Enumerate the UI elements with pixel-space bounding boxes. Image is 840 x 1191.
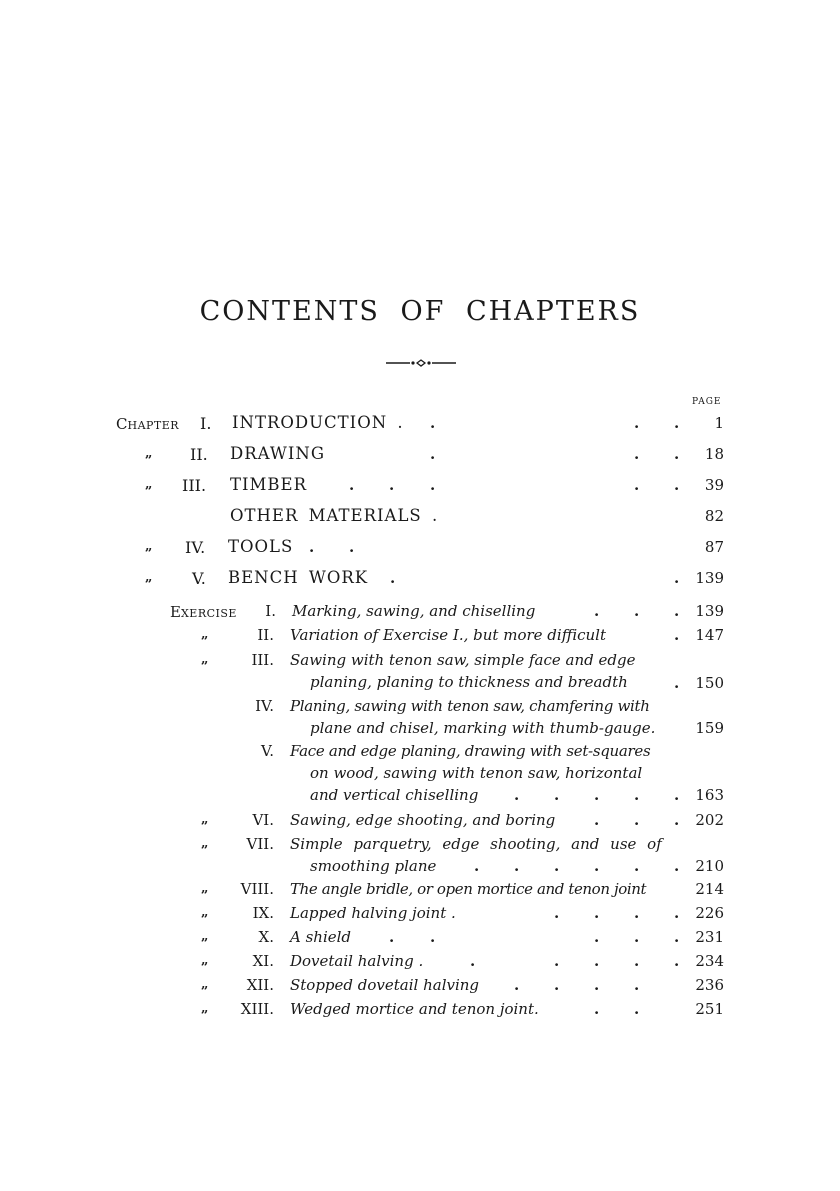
chapter-title: TIMBER bbox=[230, 475, 308, 494]
ditto-mark: „ bbox=[201, 929, 209, 944]
exercise-title: The angle bridle, or open mortice and tenon joint bbox=[290, 880, 647, 898]
chapter-title: TOOLS bbox=[228, 537, 294, 556]
leader-dot: . bbox=[674, 445, 680, 463]
exercise-title-line: Planing, sawing with tenon saw, chamfering with bbox=[290, 697, 650, 715]
leader-dot: . bbox=[594, 952, 600, 970]
leader-dot: . bbox=[349, 538, 355, 556]
exercise-number: XIII. bbox=[240, 1000, 274, 1018]
exercise-title: Wedged mortice and tenon joint. bbox=[290, 1000, 539, 1018]
leader-dot: . bbox=[674, 928, 680, 946]
exercise-number: II. bbox=[257, 626, 274, 644]
exercise-number: IV. bbox=[255, 697, 274, 715]
exercise-label bbox=[170, 602, 237, 621]
chapter-number: II. bbox=[190, 445, 208, 464]
leader-dot: . bbox=[674, 626, 680, 644]
ditto-mark: „ bbox=[145, 539, 153, 554]
leader-dot: . bbox=[674, 569, 680, 587]
exercise-title-line: planing, planing to thickness and breadth bbox=[310, 673, 628, 691]
leader-dot: . bbox=[634, 952, 640, 970]
exercise-number: VII. bbox=[246, 835, 274, 853]
leader-dot: . bbox=[594, 976, 600, 994]
exercise-page: 150 bbox=[695, 674, 724, 692]
exercise-label-rest: XERCISE bbox=[180, 607, 237, 620]
leader-dot: . bbox=[674, 786, 680, 804]
leader-dot: . bbox=[634, 414, 640, 432]
chapter-title: OTHER MATERIALS . bbox=[230, 506, 439, 525]
leader-dot: . bbox=[390, 569, 396, 587]
chapter-title: DRAWING bbox=[230, 444, 325, 463]
exercise-title-line: and vertical chiselling bbox=[310, 786, 479, 804]
ditto-mark: „ bbox=[145, 570, 153, 585]
ornament-divider bbox=[386, 358, 456, 368]
chapter-label bbox=[116, 414, 179, 433]
exercise-page: 159 bbox=[695, 719, 724, 737]
ditto-mark: „ bbox=[201, 1001, 209, 1016]
ditto-mark: „ bbox=[201, 905, 209, 920]
ditto-mark: „ bbox=[201, 627, 209, 642]
leader-dot: . bbox=[594, 1000, 600, 1018]
exercise-title: Stopped dovetail halving bbox=[290, 976, 480, 994]
leader-dot: . bbox=[514, 786, 520, 804]
exercise-label-first: E bbox=[170, 603, 181, 621]
ditto-mark: „ bbox=[201, 836, 209, 851]
exercise-title-line: on wood, sawing with tenon saw, horizontal bbox=[310, 764, 643, 782]
chapter-label-first: C bbox=[116, 415, 128, 433]
ditto-mark: „ bbox=[201, 881, 209, 896]
exercise-number: X. bbox=[258, 928, 274, 946]
leader-dot: . bbox=[674, 952, 680, 970]
leader-dot: . bbox=[349, 476, 355, 494]
leader-dot: . bbox=[430, 476, 436, 494]
chapter-page: 1 bbox=[714, 414, 724, 432]
leader-dot: . bbox=[474, 857, 480, 875]
leader-dot: . bbox=[634, 811, 640, 829]
leader-dot: . bbox=[594, 602, 600, 620]
exercise-number: XII. bbox=[246, 976, 274, 994]
ditto-mark: „ bbox=[201, 977, 209, 992]
ditto-mark: „ bbox=[201, 652, 209, 667]
exercise-number: VIII. bbox=[240, 880, 274, 898]
leader-dot: . bbox=[554, 786, 560, 804]
exercise-page: 231 bbox=[695, 928, 724, 946]
exercise-page: 236 bbox=[695, 976, 724, 994]
leader-dot: . bbox=[594, 857, 600, 875]
exercise-title: Dovetail halving . bbox=[290, 952, 424, 970]
chapter-number: IV. bbox=[185, 538, 206, 557]
chapter-number: I. bbox=[200, 414, 212, 433]
leader-dot: . bbox=[634, 602, 640, 620]
leader-dot: . bbox=[554, 904, 560, 922]
leader-dot: . bbox=[554, 976, 560, 994]
exercise-number: I. bbox=[265, 602, 276, 620]
exercise-number: III. bbox=[251, 651, 274, 669]
exercise-number: IX. bbox=[252, 904, 274, 922]
ditto-mark: „ bbox=[201, 953, 209, 968]
exercise-page: 214 bbox=[695, 880, 724, 898]
leader-dot: . bbox=[634, 1000, 640, 1018]
leader-dot: . bbox=[674, 414, 680, 432]
chapter-number: V. bbox=[192, 569, 206, 588]
leader-dot: . bbox=[634, 904, 640, 922]
ditto-mark: „ bbox=[145, 477, 153, 492]
chapter-page: 18 bbox=[704, 445, 724, 463]
leader-dot: . bbox=[430, 445, 436, 463]
exercise-title: Variation of Exercise I., but more difficult bbox=[290, 626, 607, 644]
exercise-page: 163 bbox=[695, 786, 724, 804]
leader-dot: . bbox=[470, 952, 476, 970]
leader-dot: . bbox=[594, 904, 600, 922]
leader-dot: . bbox=[554, 952, 560, 970]
chapter-title: BENCH WORK bbox=[228, 568, 369, 587]
leader-dot: . bbox=[430, 928, 436, 946]
exercise-title-line: Face and edge planing, drawing with set-squares bbox=[290, 742, 651, 760]
exercise-page: 226 bbox=[695, 904, 724, 922]
exercise-page: 251 bbox=[695, 1000, 724, 1018]
leader-dot: . bbox=[674, 904, 680, 922]
page-title: CONTENTS OF CHAPTERS bbox=[199, 296, 641, 327]
leader-dot: . bbox=[389, 476, 395, 494]
leader-dot: . bbox=[634, 445, 640, 463]
exercise-page: 147 bbox=[695, 626, 724, 644]
exercise-title-line: plane and chisel, marking with thumb-gauge. bbox=[310, 719, 656, 737]
exercise-title: Sawing, edge shooting, and boring bbox=[290, 811, 556, 829]
leader-dot: . bbox=[594, 811, 600, 829]
leader-dot: . bbox=[634, 976, 640, 994]
leader-dot: . bbox=[674, 857, 680, 875]
exercise-title-line: Simple parquetry, edge shooting, and use of bbox=[290, 835, 662, 853]
leader-dot: . bbox=[674, 602, 680, 620]
chapter-label-rest: HAPTER bbox=[127, 419, 180, 432]
exercise-page: 210 bbox=[695, 857, 724, 875]
leader-dot: . bbox=[594, 786, 600, 804]
leader-dot: . bbox=[634, 476, 640, 494]
leader-dot: . bbox=[514, 976, 520, 994]
leader-dot: . bbox=[554, 857, 560, 875]
leader-dot: . bbox=[674, 811, 680, 829]
exercise-number: VI. bbox=[252, 811, 274, 829]
ditto-mark: „ bbox=[201, 812, 209, 827]
exercise-page: 139 bbox=[695, 602, 724, 620]
page-column-header: PAGE bbox=[692, 397, 722, 407]
chapter-page: 87 bbox=[704, 538, 724, 556]
exercise-number: XI. bbox=[252, 952, 274, 970]
chapter-page: 139 bbox=[695, 569, 724, 587]
exercise-page: 202 bbox=[695, 811, 724, 829]
leader-dot: . bbox=[430, 414, 436, 432]
leader-dot: . bbox=[514, 857, 520, 875]
exercise-title: Marking, sawing, and chiselling bbox=[292, 602, 536, 620]
leader-dot: . bbox=[634, 928, 640, 946]
exercise-page: 234 bbox=[695, 952, 724, 970]
chapter-page: 82 bbox=[704, 507, 724, 525]
leader-dot: . bbox=[674, 674, 680, 692]
ditto-mark: „ bbox=[145, 446, 153, 461]
chapter-number: III. bbox=[182, 476, 207, 495]
leader-dot: . bbox=[309, 538, 315, 556]
leader-dot: . bbox=[634, 786, 640, 804]
leader-dot: . bbox=[634, 857, 640, 875]
exercise-title-line: smoothing plane bbox=[310, 857, 437, 875]
exercise-title: A shield bbox=[290, 928, 352, 946]
leader-dot: . bbox=[674, 476, 680, 494]
leader-dot: . bbox=[594, 928, 600, 946]
exercise-number: V. bbox=[261, 742, 274, 760]
exercise-title-line: Sawing with tenon saw, simple face and edge bbox=[290, 651, 636, 669]
chapter-title: INTRODUCTION . bbox=[232, 413, 404, 432]
exercise-title: Lapped halving joint . bbox=[290, 904, 456, 922]
chapter-page: 39 bbox=[704, 476, 724, 494]
leader-dot: . bbox=[389, 928, 395, 946]
